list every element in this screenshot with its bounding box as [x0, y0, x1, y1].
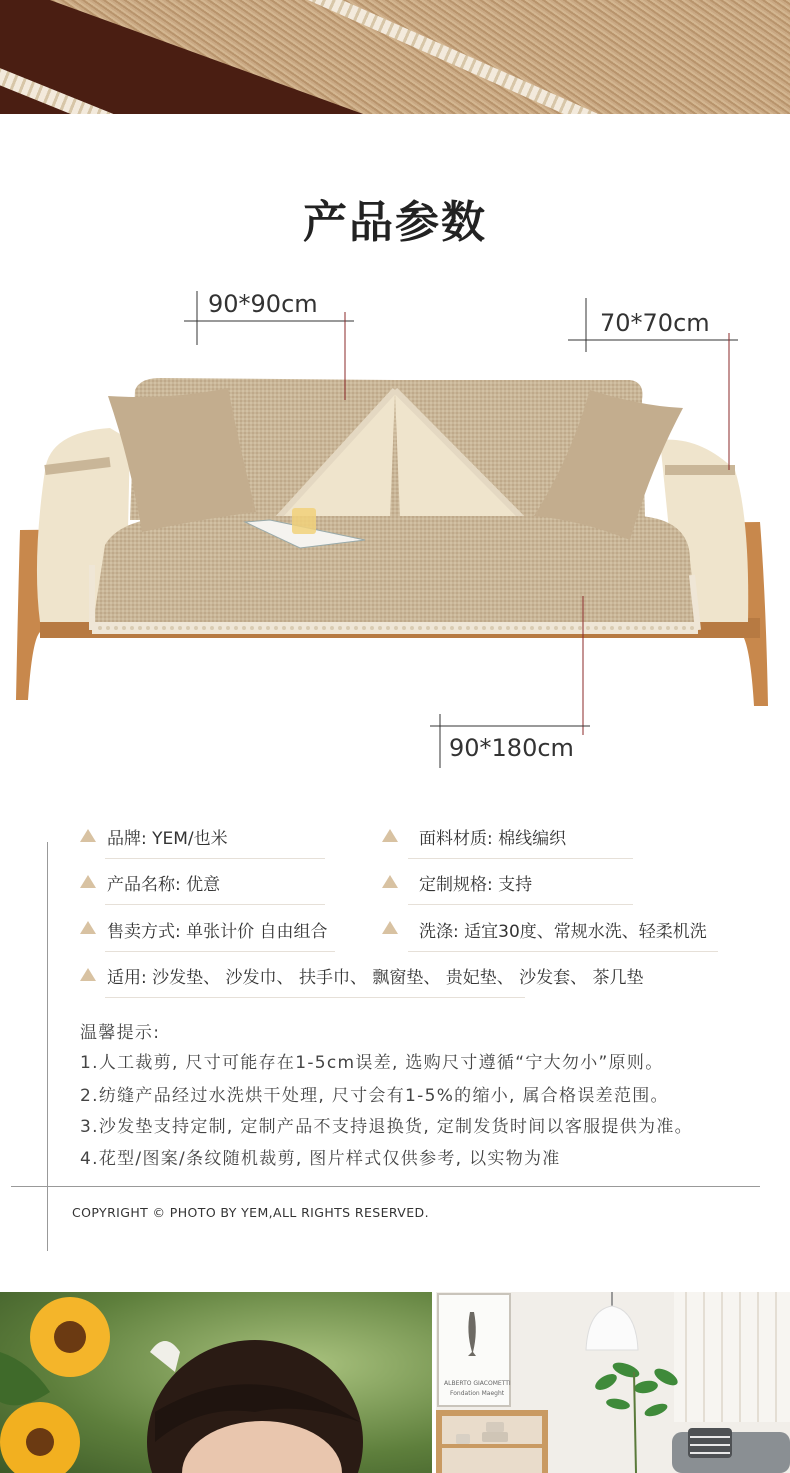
spec-sale-method: 售卖方式: 单张计价 自由组合 [107, 922, 328, 942]
fabric-closeup-photo [0, 0, 790, 114]
framed-poster [438, 1294, 511, 1406]
wooden-shelf [436, 1410, 548, 1473]
triangle-bullet-icon [80, 875, 96, 888]
model-head [147, 1340, 363, 1473]
divider [105, 951, 335, 952]
note-item: 4.花型/图案/条纹随机裁剪, 图片样式仅供参考, 以实物为准 [80, 1149, 561, 1169]
divider [105, 997, 525, 998]
divider [105, 904, 325, 905]
model-with-sunflowers-photo [0, 1292, 432, 1473]
spec-brand: 品牌: YEM/也米 [107, 829, 228, 849]
triangle-bullet-icon [382, 921, 398, 934]
triangle-bullet-icon [80, 921, 96, 934]
gray-sofa [672, 1428, 790, 1473]
divider [408, 904, 633, 905]
copyright-text: COPYRIGHT © PHOTO BY YEM,ALL RIGHTS RESERVED. [72, 1205, 429, 1220]
dimension-label-seat: 90*180cm [449, 734, 574, 762]
notes-heading: 温馨提示: [80, 1023, 161, 1043]
spec-washing: 洗涤: 适宜30度、常规水洗、轻柔机洗 [419, 922, 707, 942]
triangle-bullet-icon [382, 829, 398, 842]
divider [105, 858, 325, 859]
divider [408, 858, 633, 859]
divider-horizontal [11, 1186, 760, 1187]
dimension-label-back: 90*90cm [208, 290, 318, 318]
note-item: 2.纺缝产品经过水洗烘干处理, 尺寸会有1-5%的缩小, 属合格误差范围。 [80, 1086, 669, 1106]
page-title: 产品参数 [303, 197, 487, 248]
divider-vertical [47, 842, 48, 1251]
triangle-bullet-icon [382, 875, 398, 888]
spec-customization: 定制规格: 支持 [419, 875, 533, 895]
note-item: 1.人工裁剪, 尺寸可能存在1-5cm误差, 选购尺寸遵循“宁大勿小”原则。 [80, 1053, 664, 1073]
seat-cushion [92, 516, 698, 634]
spec-product-name: 产品名称: 优意 [107, 875, 221, 895]
triangle-bullet-icon [80, 968, 96, 981]
divider [408, 951, 718, 952]
triangle-bullet-icon [80, 829, 96, 842]
sofa-illustration [0, 280, 790, 780]
dimension-label-arm: 70*70cm [600, 309, 710, 337]
note-item: 3.沙发垫支持定制, 定制产品不支持退换货, 定制发货时间以客服提供为准。 [80, 1117, 693, 1137]
poster-line-1: ALBERTO GIACOMETTI [444, 1380, 511, 1387]
spec-material: 面料材质: 棉线编织 [419, 829, 567, 849]
poster-line-2: Fondation Maeght [450, 1390, 505, 1397]
spec-usage: 适用: 沙发垫、 沙发巾、 扶手巾、 飘窗垫、 贵妃垫、 沙发套、 茶几垫 [107, 968, 644, 988]
living-room-photo [436, 1292, 790, 1473]
